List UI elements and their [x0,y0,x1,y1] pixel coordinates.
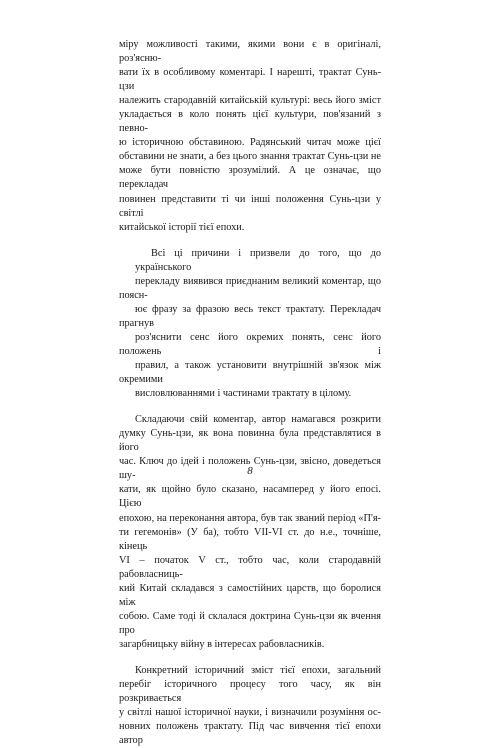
text-line: ю історичною обставиною. Радянський читач може цієї [119,137,381,149]
text-line: укладається в коло понять цієї культури, пов'язаний з певно- [119,109,381,135]
text-line: ює фразу за фразою весь текст трактату. Перекладач прагнув [119,303,381,329]
text-line: загарбницьку війну в інтересах рабовласників. [119,638,325,650]
text-line: вати їх в особливому коментарі. І нарешті, трактат Сунь-цзи [119,67,381,93]
text-line: може бути повністю зрозумілий. А це означає, що перекладач [119,165,381,191]
paragraph-4 [119,664,381,748]
text-line: ти гегемонів» (У ба), тобто VII-VI ст. до н.е., точніше, кінець [119,526,381,552]
text-line: кати, як щойно було сказано, насамперед у його епосі. Цією [119,484,381,510]
text-line: перекладу виявився приєднаним великий коментар, що поясн- [119,275,381,301]
page-number: 8 [247,465,253,477]
body-text [119,38,381,748]
text-line: належить стародавній китайській культурі: весь його зміст [119,95,381,107]
text-line: епохою, на переконання автора, був так званий період «П'я- [119,512,381,524]
text-line: собою. Саме тоді й склалася доктрина Сунь-цзи як вчення про [119,610,381,636]
text-line: час. Ключ до ідей і положень Сунь-цзи, звісно, доведеться шу- [119,456,381,482]
text-line: перебіг історичного процесу того часу, як він розкривається [119,679,381,705]
text-line: китайської історії тієї епохи. [119,221,245,233]
paragraph-1 [119,38,381,235]
text-line: Всі ці причини і призвели до того, що до українського [135,247,381,273]
text-line: Конкретний історичний зміст тієї епохи, загальний [135,664,381,676]
text-line: обставини не знати, а без цього знання трактат Сунь-цзи не [119,151,381,163]
text-line: кий Китай складався з самостійних царств, що боролися між [119,582,381,608]
text-line: думку Сунь-цзи, як вона повинна була представлятися в його [119,428,381,454]
text-line: роз'яснити сенс його окремих понять, сенс його положень і [119,331,381,357]
text-line: у світлі нашої історичної науки, і визначили розуміння ос- [119,707,381,719]
text-line: VI – початок V ст., тобто час, коли стародавній рабовласниць- [119,554,381,580]
text-line: Складаючи свій коментар, автор намагався розкрити [135,414,381,426]
text-line: новних положень трактату. Під час вивчення тієї епохи автор [119,721,381,747]
text-line: міру можливості такими, якими вони є в оригіналі, роз'ясню- [119,39,381,65]
paragraph-3 [119,413,381,652]
text-line: правил, а також установити внутрішній зв'язок між окремими [119,360,381,386]
text-line: повинен представити ті чи інші положення Сунь-цзи у світлі [119,193,381,219]
paragraph-2 [119,247,381,402]
text-line: висловлюваннями і частинами трактату в цілому. [135,388,352,400]
